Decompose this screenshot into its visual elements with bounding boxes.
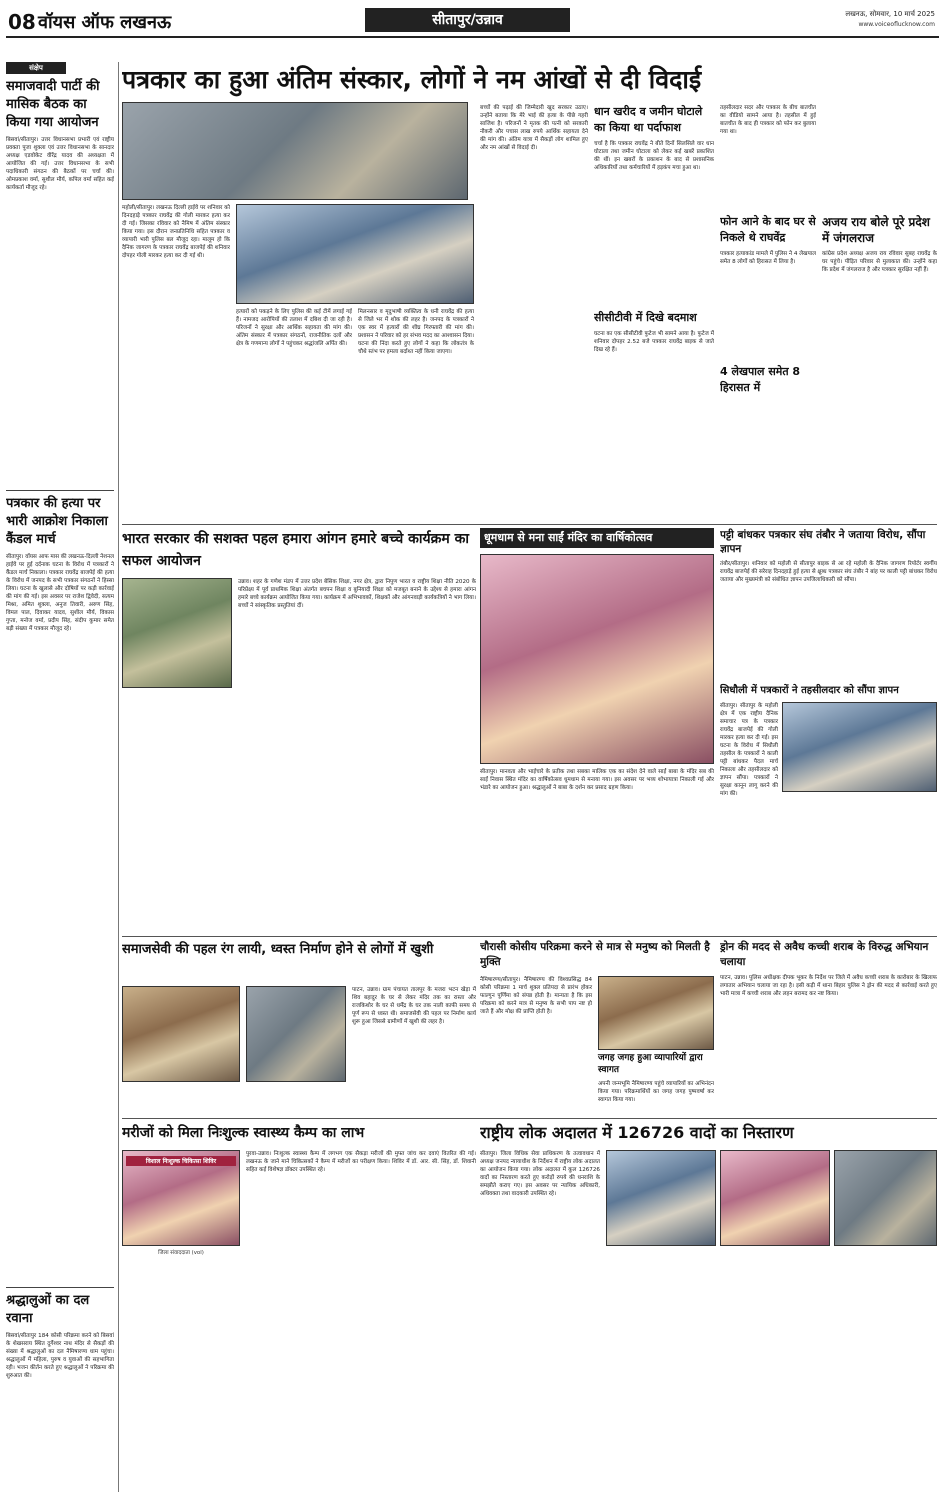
sidebar-story2-title: पत्रकार की हत्या पर भारी आक्रोश निकाला कैंडल मार्च xyxy=(6,490,114,549)
story-chaurasi-title: चौरासी कोसीय परिक्रमा करने से मात्र से मनुष्य को मिलती है मुक्ति xyxy=(480,941,710,968)
sidebar-story2-body: सीतापुर। वॉयस आफ मास की लखनऊ-दिल्ली नेशनल हाईवे पर हुई दर्दनाक घटना के विरोध में पत्रकारों ने कैंडल मार्च निकाला। पत्रकार राघवेंद्र बाजपेई की हत्या के विरोध में जनपद के सभी पत्रकार संगठनों ने हिस्सा लिया। घटना के खुलासे और दोषियों पर कड़ी कार्रवाई की मांग की गई। इस अवसर पर राजेश द्विवेदी, सत्यम मिश्रा, अमित शुक्ला, अनुज तिवारी, अरुण सिंह, विमल पाल, दिवाकर यादव, सुशील मौर्य, विकास गुप्ता, मनोज वर्मा, प्रदीप सिंह, संदीप कुमार समेत बड़ी संख्या में पत्रकार मौजूद रहे। xyxy=(6,554,114,632)
story-ajay xyxy=(822,104,937,520)
story-health-body: पुरवा-उन्नाव। निःशुल्क स्वास्थ्य कैम्प में लगभग एक सैकड़ा मरीजों की मुफ्त जांच कर दवाएं वितरित की गई। लखनऊ के जाने माने चिकित्सकों ने कैम्प में मरीजों का परीक्षण किया। शिविर में डॉ. आर. सी. सिंह, डॉ. शिवानी सहित कई विशेषज्ञ डॉक्टर उपस्थित रहे। xyxy=(246,1151,476,1173)
sidebar xyxy=(6,62,114,1494)
story-health-title: मरीजों को मिला निःशुल्क स्वास्थ्य कैम्प का लाभ xyxy=(122,1125,365,1141)
story-dhan xyxy=(594,104,714,520)
story-sai-title: धूमधाम से मना साईं मंदिर का वार्षिकोत्सव xyxy=(480,528,714,548)
story-aangan-photo xyxy=(122,578,232,688)
story-lokadalat-body: सीतापुर। जिला विधिक सेवा प्राधिकरण के तत्वावधान में अध्यक्ष जनपद न्यायाधीश के निर्देशन में राष्ट्रीय लोक अदालत का आयोजन किया गया। लोक अदालत में कुल 126726 वादों का निस्तारण करते हुए करोड़ों रुपये की धनराशि के समझौते कराए गए। इस अवसर पर न्यायिक अधिकारी, अधिवक्ता तथा वादकारी उपस्थित रहे। xyxy=(480,1151,600,1197)
lead-headline: पत्रकार का हुआ अंतिम संस्कार, लोगों ने नम आंखों से दी विदाई xyxy=(122,65,702,94)
story-bandh-title: पट्टी बांधकर पत्रकार संघ तंबौर ने जताया विरोध, सौंपा ज्ञापन xyxy=(720,529,926,555)
story-samaj-body: पाटन, उन्नाव। ग्राम पंचायत तालपुर के मजरा भटन खेड़ा में शिव बहादुर के घर से लेकर मंदिर तक का रास्ता और राजकिशोर के घर से धर्मेंद्र के घर तक नाली काफी समय से पूर्ण रूप से ध्वस्त थी। समाजसेवी की पहल पर निर्माण कार्य शुरू हुआ जिससे ग्रामीणों में खुशी की लहर है। xyxy=(352,987,476,1025)
story-sidhauli-body: सीतापुर। सीतापुर के महोली क्षेत्र में एक राष्ट्रीय दैनिक समाचार पत्र के पत्रकार राघवेंद्र बाजपेई की गोली मारकर हत्या कर दी गई। इस घटना के विरोध में सिधौली तहसील के पत्रकारों ने काली पट्टी बांधकर पैदल मार्च निकाला और तहसीलदार को ज्ञापन सौंपा। पत्रकारों ने सुरक्षा कानून लागू करने की मांग की। xyxy=(720,703,778,797)
story-lekhpal-title: 4 लेखपाल समेत 8 हिरासत में xyxy=(720,365,801,394)
story-samaj-photo-road xyxy=(122,986,240,1082)
story-health-banner: विशाल निःशुल्क चिकित्सा शिविर xyxy=(126,1156,236,1166)
story-sidhauli-photo xyxy=(782,702,937,792)
story-cctv-title: सीसीटीवी में दिखे बदमाश xyxy=(594,311,697,324)
story-phone-lead-in: तहसीलदार सदर और पत्रकार के बीच बातचीत का वीडियो सामने आया है। तहसील में हुई बातचीत के बाद ही पत्रकार को फोन कर बुलाया गया था। xyxy=(720,105,816,135)
story-aangan-body: उन्नाव। शहर के गणेश मंडप में उत्तर प्रदेश बेसिक शिक्षा, नगर क्षेत्र, द्वारा निपुण भारत व राष्ट्रीय शिक्षा नीति 2020 के परिप्रेक्ष्य में पूर्व प्राथमिक शिक्षा अंतर्गत बचपन शिक्षा व बुनियादी शिक्षा को मजबूत बनाने के उद्देश्य से हमारा आंगन हमारे बच्चे कार्यक्रम आयोजित किया गया। कार्यक्रम में अभिभावकों, शिक्षकों और आंगनवाड़ी कार्यकत्रियों ने भाग लिया। बच्चों ने सांस्कृतिक प्रस्तुतियां दीं। xyxy=(238,579,476,609)
story-lokadalat xyxy=(480,1122,937,1494)
story-samaj-photo-person xyxy=(246,986,346,1082)
story-drone-title: ड्रोन की मदद से अवैध कच्ची शराब के विरुद्ध अभियान चलाया xyxy=(720,941,929,968)
story-chaurasi xyxy=(480,940,714,1114)
story-ajay-body: कांग्रेस प्रदेश अध्यक्ष अजय राय रविवार सुबह राघवेंद्र के घर पहुंचे। पीड़ित परिवार से मुलाकात की। उन्होंने कहा कि प्रदेश में जंगलराज है और पत्रकार सुरक्षित नहीं हैं। xyxy=(822,251,937,273)
story-lokadalat-photo-3 xyxy=(834,1150,937,1246)
sidebar-story1-title: समाजवादी पार्टी की मासिक बैठक का किया गया आयोजन xyxy=(6,79,100,130)
sidebar-story1-body: बिसवां/सीतापुर। उत्तर विधानसभा प्रभारी एवं राष्ट्रीय प्रवक्ता पूजा शुक्ला एवं उत्तर विधानसभा के सानदार अध्यक्ष एडवोकेट वीरेंद्र यादव की अध्यक्षता में आयोजित की गई। उत्तर विधानसभा के सभी पदाधिकारी संगठन की बैठकों पर चर्चा की। ओमप्रकाश वर्मा, सुशील मौर्य, कपिल वर्मा सहित कई कार्यकर्ता मौजूद रहे। xyxy=(6,137,114,191)
masthead-title: वॉयस ऑफ लखनऊ xyxy=(38,12,172,33)
story-sai-photo xyxy=(480,554,714,764)
section-tab: सीतापुर/उन्नाव xyxy=(365,8,570,32)
story-phone xyxy=(720,104,816,520)
lead-col4: बच्चों की पढ़ाई की जिम्मेदारी खुद सरकार उठाए। उन्होंने बताया कि मेरे भाई की हत्या के पीछे गहरी साजिश है। परिजनों ने मृतक की पत्नी को सरकारी नौकरी और पचास लाख रुपये आर्थिक सहायता देने की मांग की। अंतिम यात्रा में सैकड़ों लोग शामिल हुए और नम आंखों से विदाई दी। xyxy=(480,105,588,151)
dateline: लखनऊ, सोमवार, 10 मार्च 2025 xyxy=(845,10,935,18)
story-sidhauli-title: सिधौली में पत्रकारों ने तहसीलदार को सौंपा ज्ञापन xyxy=(720,685,899,696)
story-ajay-title: अजय राय बोले पूरे प्रदेश में जंगलराज xyxy=(822,215,930,245)
story-health-caption: जिला संवाददाता (vol) xyxy=(158,1250,204,1256)
story-samaj-title: समाजसेवी की पहल रंग लायी, ध्वस्त निर्माण होने से लोगों में खुशी xyxy=(122,942,434,957)
story-drone xyxy=(720,940,937,1114)
website: www.voiceoflucknow.com xyxy=(858,21,935,28)
lead-photo-officials xyxy=(236,204,474,304)
story-lokadalat-photo-2 xyxy=(720,1150,830,1246)
story-aangan-title: भारत सरकार की सशक्त पहल हमारा आंगन हमारे बच्चे कार्यक्रम का सफल आयोजन xyxy=(122,531,469,569)
story-chaurasi-sub-title: जगह जगह हुआ व्यापारियों द्वारा स्वागत xyxy=(598,1053,703,1075)
sidebar-story3-title: श्रद्धालुओं का दल रवाना xyxy=(6,1287,114,1328)
story-chaurasi-photo xyxy=(598,976,714,1050)
story-aangan xyxy=(122,528,476,932)
story-sai xyxy=(480,528,714,932)
page-number: 08 xyxy=(8,10,36,34)
story-health xyxy=(122,1122,476,1494)
story-chaurasi-body: नैमिषारण्य/सीतापुर। नैमिषारण्य की विश्वप्रसिद्ध 84 कोसी परिक्रमा 1 मार्च शुक्ल प्रतिपदा से प्रारंभ होकर फाल्गुन पूर्णिमा को संपन्न होती है। मान्यता है कि इस परिक्रमा को करने मात्र से मनुष्य के सभी पाप नष्ट हो जाते हैं और मोक्ष की प्राप्ति होती है। xyxy=(480,977,592,1015)
story-dhan-title: धान खरीद व जमीन घोटाले का किया था पर्दाफाश xyxy=(594,105,703,134)
story-cctv-body: घटना का एक सीसीटीवी फुटेज भी सामने आया है। फुटेज में शनिवार दोपहर 2.52 बजे पत्रकार राघवेंद्र बाइक से जाते दिख रहे हैं। xyxy=(594,331,714,353)
story-phone-title: फोन आने के बाद घर से निकले थे राघवेंद्र xyxy=(720,215,816,244)
story-lokadalat-photo-1 xyxy=(606,1150,716,1246)
lead-col3: मिलनसार व मृदुभाषी व्यक्तित्व के धनी राघवेंद्र की हत्या से जिले भर में शोक की लहर है। जनपद के पत्रकारों ने एक स्वर में हत्यारों की शीघ्र गिरफ्तारी की मांग की। प्रशासन ने परिवार को हर संभव मदद का आश्वासन दिया। घटना की निंदा करते हुए लोगों ने कहा कि लोकतंत्र के चौथे स्तंभ पर हमला बर्दाश्त नहीं किया जाएगा। xyxy=(358,309,474,355)
sidebar-tag: संक्षेप xyxy=(6,62,66,74)
story-dhan-body: चर्चा है कि पत्रकार राघवेंद्र ने बीते दिनों सिलसिले वार धान घोटाला तथा जमीन घोटाला को लेकर कई खबरें प्रकाशित की थीं। इन खबरों के प्रकाशन के बाद से प्रशासनिक अधिकारियों तथा कर्मचारियों में हड़कंप मचा हुआ था। xyxy=(594,141,714,171)
story-bandh-body: तंबौर/सीतापुर। शनिवार को महोली से सीतापुर बाइक से आ रहे महोली के दैनिक जागरण रिपोर्टर स्वर्गीय राघवेंद्र बाजपेई की सरेराह दिनदहाड़े हुई हत्या से क्षुब्ध पत्रकार संघ तंबौर ने बांह पर काली पट्टी बांधकर विरोध जताया और मुख्यमंत्री को संबोधित ज्ञापन उपजिलाधिकारी को सौंपा। xyxy=(720,561,937,583)
story-samaj xyxy=(122,940,476,1114)
story-sai-body: सीतापुर। मानवता और भाईचारे के प्रतीक तथा सबका मालिक एक का संदेश देने वाले साईं बाबा के मंदिर सब की साईं निवास स्थित मंदिर का वार्षिकोत्सव धूमधाम से मनाया गया। इस अवसर पर भव्य शोभायात्रा निकाली गई और भंडारे का आयोजन हुआ। श्रद्धालुओं ने बाबा के दर्शन कर प्रसाद ग्रहण किया। xyxy=(480,769,714,791)
lead-col1: महोली/सीतापुर। लखनऊ दिल्ली हाईवे पर शनिवार को दिनदहाड़े पत्रकार राघवेंद्र की गोली मारकर हत्या कर दी गई। जिसका रविवार को नैमिष में अंतिम संस्कार किया गया। इस दौरान जनप्रतिनिधि सहित पत्रकार व व्यापारी भारी पुलिस बल मौजूद रहा। मालूम हो कि दैनिक जागरण के पत्रकार राघवेंद्र बाजपेई की शनिवार दोपहर गोली मारकर हत्या कर दी गई थी। xyxy=(122,205,230,259)
lead-photo-funeral xyxy=(122,102,468,200)
masthead xyxy=(0,0,945,38)
story-chaurasi-sub-body: अपनी जन्मभूमि नैमिषारण्य पहुंचे व्यापारियों का अभिनंदन किया गया। परिक्रमार्थियों का जगह जगह पुष्पवर्षा कर स्वागत किया गया। xyxy=(598,1081,714,1103)
lead-col2: हत्यारों को पकड़ने के लिए पुलिस की कई टीमें लगाई गई हैं। नामजद आरोपियों की तलाश में दबिश दी जा रही है। परिजनों ने सुरक्षा और आर्थिक सहायता की मांग की। अंतिम संस्कार में पत्रकार संगठनों, राजनीतिक दलों और क्षेत्र के गणमान्य लोगों ने पहुंचकर श्रद्धांजलि अर्पित की। xyxy=(236,309,352,347)
story-lokadalat-title: राष्ट्रीय लोक अदालत में 126726 वादों का निस्तारण xyxy=(480,1123,794,1142)
story-bandh xyxy=(720,528,937,932)
story-lekhpal-body: पत्रकार हत्याकांड मामले में पुलिस ने 4 लेखपाल समेत 8 लोगों को हिरासत में लिया है। xyxy=(720,251,816,265)
sidebar-story3-body: बिसवां/सीतापुर 184 कोसी परिक्रमा करने को बिसवां के शेखसराय स्थित दुर्गेश्वर नाथ मंदिर से सैकड़ों की संख्या में श्रद्धालुओं का दल नैमिषारण्य धाम पहुंचा। श्रद्धालुओं में महिला, पुरुष व युवाओं की सहभागिता रही। भजन कीर्तन करते हुए श्रद्धालुओं ने परिक्रमा की शुरुआत की। xyxy=(6,1333,114,1379)
story-drone-body: पाटन, उन्नाव। पुलिस अधीक्षक दीपक भूकर के निर्देश पर जिले में अवैध कच्ची शराब के कारोबार के खिलाफ लगातार अभियान चलाया जा रहा है। इसी कड़ी में थाना बिहार पुलिस ने ड्रोन की मदद से कार्रवाई करते हुए भारी मात्रा में कच्ची शराब और लहन बरामद कर नष्ट किया। xyxy=(720,975,937,997)
